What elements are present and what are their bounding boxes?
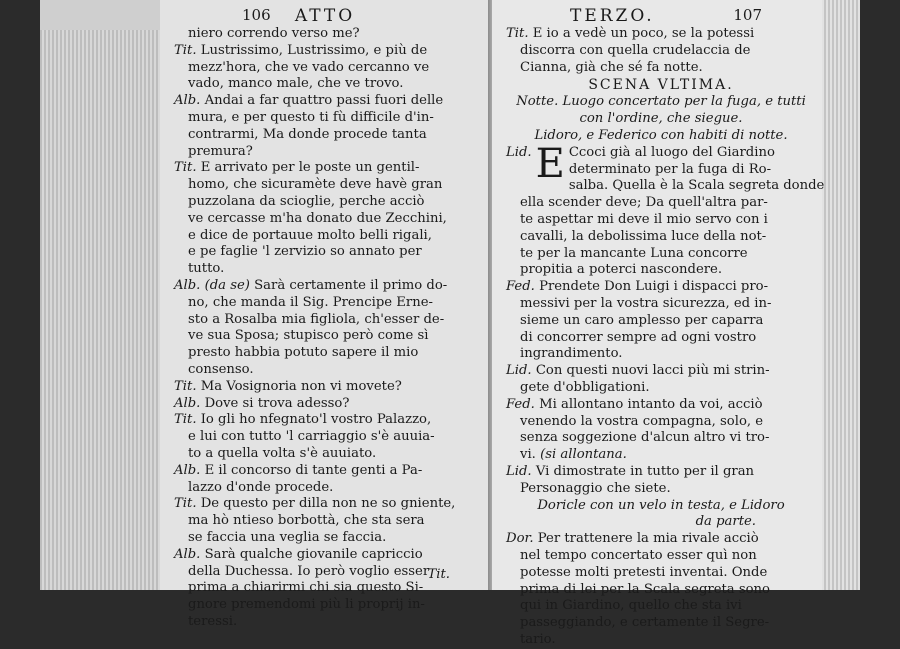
line-text: prima a chiarirmi chi sia questo Si- — [188, 580, 424, 596]
text-line — [174, 43, 484, 60]
speaker-label: Lid. — [506, 363, 532, 379]
text-line — [506, 346, 816, 363]
line-text: E io a vedè un poco, se la potessi — [532, 26, 755, 41]
line-text: consenso. — [188, 361, 254, 377]
running-head: TERZO. — [570, 6, 655, 26]
speaker-label: Tit. — [174, 496, 197, 512]
text-line — [174, 244, 484, 261]
line-text: e pe faglie 'l zervizio so annato per — [188, 244, 422, 260]
text-line — [174, 614, 484, 631]
line-text: lazzo d'onde procede. — [188, 479, 334, 495]
line-text: e dice de portauue molto belli rigali, — [188, 227, 432, 243]
scene-title: SCENA VLTIMA. — [588, 77, 734, 94]
line-text: no, che manda il Sig. Prencipe Erne- — [188, 294, 433, 310]
text-line — [174, 211, 484, 228]
drop-cap: E — [535, 140, 565, 187]
text-line — [506, 296, 816, 313]
text-line — [506, 380, 816, 397]
text-line — [506, 582, 816, 599]
aside-direction: (si allontana. — [540, 447, 627, 463]
right-page-text — [492, 26, 825, 649]
text-line — [174, 278, 484, 295]
line-text: gnore premendomi più li proprij in- — [188, 597, 425, 613]
text-line — [174, 194, 484, 211]
text-line — [506, 279, 816, 296]
speaker-label: Tit. — [506, 26, 529, 41]
line-text: prima di lei per la Scala segreta sono — [520, 581, 770, 597]
page-number: 107 — [733, 6, 762, 24]
line-text: tutto. — [188, 261, 225, 277]
page-number: 106 — [242, 6, 271, 24]
text-line — [174, 328, 484, 345]
text-line — [506, 548, 816, 565]
line-text: niero correndo verso me? — [188, 26, 360, 41]
text-block — [506, 26, 816, 76]
text-line — [506, 43, 816, 60]
line-text: propitia a poterci nascondere. — [520, 262, 723, 278]
text-line — [174, 396, 484, 413]
line-text: ve sua Sposa; stupisco però come sì — [188, 328, 429, 344]
text-line — [506, 531, 816, 548]
speaker-label: Alb. — [174, 395, 201, 411]
line-text: se faccia una veglia se faccia. — [188, 529, 387, 545]
text-line — [174, 480, 484, 497]
line-text: ingrandimento. — [520, 346, 623, 362]
speaker-label: Fed. — [506, 279, 535, 295]
stage-direction: da parte. — [695, 514, 756, 530]
text-line — [174, 463, 484, 480]
speaker-label: Lid. — [506, 144, 532, 160]
text-line — [506, 481, 816, 498]
text-line — [506, 414, 816, 431]
speaker-label: Alb. — [174, 277, 201, 293]
text-line — [174, 412, 484, 429]
text-line: determinato per la fuga di Ro- — [568, 161, 772, 177]
speaker-label: Tit. — [174, 42, 197, 58]
text-line — [174, 496, 484, 513]
text-line — [506, 430, 816, 447]
line-text: E il concorso di tante genti a Pa- — [204, 462, 423, 478]
text-line — [506, 565, 816, 582]
text-line — [506, 212, 816, 229]
text-line — [506, 397, 816, 414]
line-text: ve cercasse m'ha donato due Zecchini, — [188, 210, 447, 226]
right-page — [492, 0, 825, 647]
stage-direction: Notte. Luogo concertato per la fuga, e tutti — [516, 94, 806, 110]
stage-direction: con l'ordine, che siegue. — [579, 111, 743, 127]
line-text: Sarà certamente il primo do- — [254, 277, 448, 293]
line-text: Andai a far quattro passi fuori delle — [204, 93, 444, 109]
text-block — [506, 531, 816, 649]
line-text: Ma Vosignoria non vi movete? — [200, 378, 402, 394]
line-text: gete d'obbligationi. — [520, 379, 650, 395]
text-line — [174, 160, 484, 177]
line-text: Sarà qualche giovanile capriccio — [204, 546, 423, 562]
text-line — [174, 144, 484, 161]
catchword: Tit. — [427, 567, 450, 583]
stage-direction: Doricle con un velo in testa, e Lidoro — [537, 497, 785, 513]
line-text: premura? — [188, 143, 253, 159]
line-text: teressi. — [188, 613, 238, 629]
text-line — [174, 547, 484, 564]
text-line — [174, 177, 484, 194]
line-text: Personaggio che siete. — [520, 480, 671, 496]
text-line — [174, 261, 484, 278]
line-text: della Duchessa. Io però voglio esser — [188, 563, 430, 579]
line-text: Vi dimostrate in tutto per il gran — [535, 463, 755, 479]
text-line — [506, 26, 816, 43]
line-text: vi. — [520, 447, 536, 463]
text-line — [174, 429, 484, 446]
speaker-label: Fed. — [506, 396, 535, 412]
text-line — [506, 262, 816, 279]
line-text: puzzolana da scioglie, perche acciò — [188, 193, 425, 209]
speaker-label: Tit. — [174, 412, 197, 428]
text-line — [506, 60, 816, 77]
speaker-label: Alb. — [174, 462, 201, 478]
text-line — [174, 312, 484, 329]
line-text: e lui con tutto 'l carriaggio s'è auuia- — [188, 429, 435, 445]
line-text: contrarmi, Ma donde procede tanta — [188, 126, 427, 142]
line-text: presto habbia potuto sapere il mio — [188, 345, 419, 361]
text-line — [174, 362, 484, 379]
line-text: sieme un caro amplesso per caparra — [520, 312, 764, 328]
text-line — [506, 598, 816, 615]
text-line — [174, 93, 484, 110]
line-text: qui in Giardino, quello che sta ivi — [520, 598, 742, 614]
left-page — [160, 0, 490, 629]
line-text: nel tempo concertato esser quì non — [520, 547, 757, 563]
speaker-label: Tit. — [174, 378, 197, 394]
text-line — [506, 363, 816, 380]
right-page-header — [492, 0, 822, 26]
line-text: Per trattenere la mia rivale acciò — [537, 531, 759, 547]
text-line — [174, 513, 484, 530]
text-line — [506, 330, 816, 347]
line-text: Io gli ho nfegnato'l vostro Palazzo, — [200, 412, 432, 428]
text-line — [506, 464, 816, 481]
line-text: te per la mancante Luna concorre — [520, 245, 748, 261]
text-line — [174, 295, 484, 312]
aside-direction: (da se) — [204, 277, 250, 293]
text-line — [174, 530, 484, 547]
text-line — [506, 615, 816, 632]
line-text: mezz'hora, che ve vado cercanno ve — [188, 59, 430, 75]
line-text: sto a Rosalba mia figliola, ch'esser de- — [188, 311, 445, 327]
line-text: ella scender deve; Da quell'altra par- — [520, 195, 768, 211]
line-text: Prendete Don Luigi i dispacci pro- — [539, 279, 769, 295]
speaker-label: Alb. — [174, 93, 201, 109]
text-line — [174, 26, 484, 43]
line-text: cavalli, la debolissima luce della not- — [520, 228, 767, 244]
running-head: ATTO — [294, 6, 356, 26]
line-text: senza soggezione d'alcun altro vi tro- — [520, 430, 770, 446]
speaker-label: Alb. — [174, 546, 201, 562]
line-text: De questo per dilla non ne so gniente, — [200, 496, 456, 512]
left-page-text — [160, 26, 490, 631]
text-line: Ccoci già al luogo del Giardino — [568, 144, 775, 160]
speaker-label: Dor. — [506, 531, 534, 547]
speaker-label: Lid. — [506, 463, 532, 479]
line-text: vado, manco male, che ve trovo. — [188, 76, 404, 92]
text-line — [506, 246, 816, 263]
left-page-header — [160, 0, 490, 26]
line-text: to a quella volta s'è auuiato. — [188, 445, 377, 461]
text-line — [174, 597, 484, 614]
text-line — [174, 345, 484, 362]
line-text: di concorrer sempre ad ogni vostro — [520, 329, 757, 345]
text-line — [174, 379, 484, 396]
line-text: Mi allontano intanto da voi, acciò — [539, 396, 763, 412]
page-edges-left — [40, 30, 160, 590]
text-line — [174, 228, 484, 245]
line-text: salba. Quella è la Scala segreta donde — [568, 178, 825, 194]
text-line — [174, 127, 484, 144]
text-line — [506, 313, 816, 330]
text-line — [174, 76, 484, 93]
line-text: ma hò ntieso borbottà, che sta sera — [188, 513, 425, 529]
line-text: Cianna, già che sé fa notte. — [520, 59, 703, 75]
line-text: Con questi nuovi lacci più mi strin- — [535, 363, 770, 379]
text-line — [506, 229, 816, 246]
line-text: homo, che sicuramète deve havè gran — [188, 177, 443, 193]
text-line — [506, 447, 816, 464]
line-text: Lustrissimo, Lustrissimo, e più de — [200, 42, 428, 58]
stage-direction: Lidoro, e Federico con habiti di notte. — [534, 127, 788, 143]
line-text: te aspettar mi deve il mio servo con i — [520, 211, 768, 227]
text-line — [174, 110, 484, 127]
line-text: passeggiando, e certamente il Segre- — [520, 615, 770, 631]
text-line — [174, 60, 484, 77]
line-text: Dove si trova adesso? — [204, 395, 350, 411]
page-edges-right — [820, 0, 860, 590]
text-line — [174, 446, 484, 463]
line-text: messivi per la vostra sicurezza, ed in- — [520, 295, 772, 311]
text-block — [506, 178, 825, 497]
line-text: E arrivato per le poste un gentil- — [200, 160, 420, 176]
line-text: mura, e per questo ti fù difficile d'in- — [188, 109, 434, 125]
text-line — [506, 632, 816, 649]
speaker-label: Tit. — [174, 160, 197, 176]
text-line — [506, 195, 816, 212]
line-text: potesse molti pretesti inventai. Onde — [520, 564, 768, 580]
line-text: tario. — [520, 631, 556, 647]
line-text: venendo la vostra compagna, solo, e — [520, 413, 764, 429]
line-text: discorra con quella crudelaccia de — [520, 42, 751, 58]
